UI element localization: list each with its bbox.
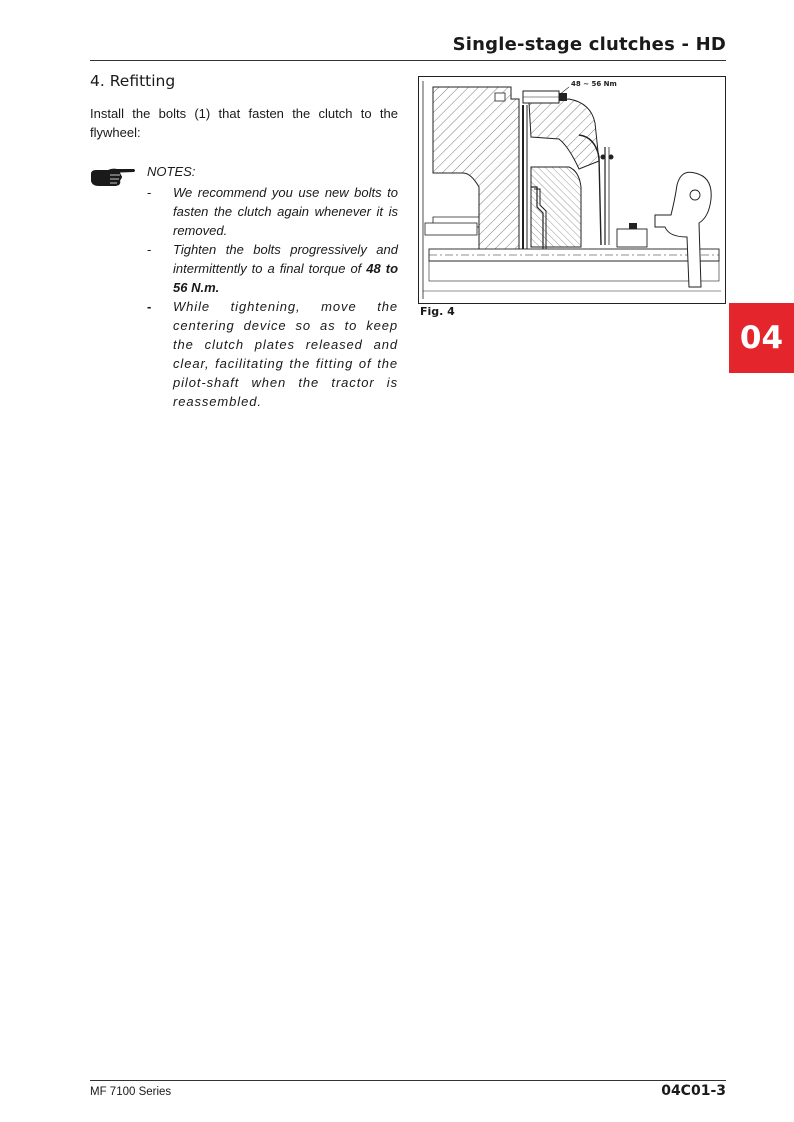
note-text: We recommend you use new bolts to fasten the clutch again whenever it is removed. bbox=[173, 185, 398, 238]
figure-caption: Fig. 4 bbox=[420, 305, 455, 318]
note-dash: - bbox=[147, 185, 152, 200]
clutch-cross-section-figure bbox=[418, 76, 726, 304]
note-dash: - bbox=[147, 242, 152, 257]
note-text: While tightening, move the centering device so as to keep the clutch plates released and clear, facilitating the fitting of the pilot-shaft when the tractor is reassembled. bbox=[173, 299, 398, 409]
section-heading: 4. Refitting bbox=[90, 72, 176, 90]
note-text: Tighten the bolts progressively and intermittently to a final torque of bbox=[173, 242, 398, 276]
pointing-hand-icon bbox=[90, 166, 136, 188]
intro-paragraph: Install the bolts (1) that fasten the clutch to the flywheel: bbox=[90, 106, 398, 140]
note-item bbox=[147, 240, 398, 297]
notes-list bbox=[147, 183, 398, 411]
page-header-title: Single-stage clutches - HD bbox=[452, 34, 726, 55]
chapter-tab: 04 bbox=[729, 303, 794, 373]
note-item bbox=[147, 297, 398, 411]
note-item bbox=[147, 183, 398, 240]
note-dash: - bbox=[147, 299, 152, 314]
torque-value: 48 to 56 N.m. bbox=[173, 261, 399, 295]
footer-series: MF 7100 Series bbox=[90, 1086, 172, 1098]
torque-label: 48 ~ 56 Nm bbox=[571, 80, 617, 88]
header-rule bbox=[90, 60, 726, 61]
clutch-drawing bbox=[419, 77, 725, 303]
footer-rule bbox=[90, 1080, 726, 1081]
notes-label: NOTES: bbox=[147, 164, 196, 179]
page-number: 04C01-3 bbox=[661, 1083, 726, 1099]
